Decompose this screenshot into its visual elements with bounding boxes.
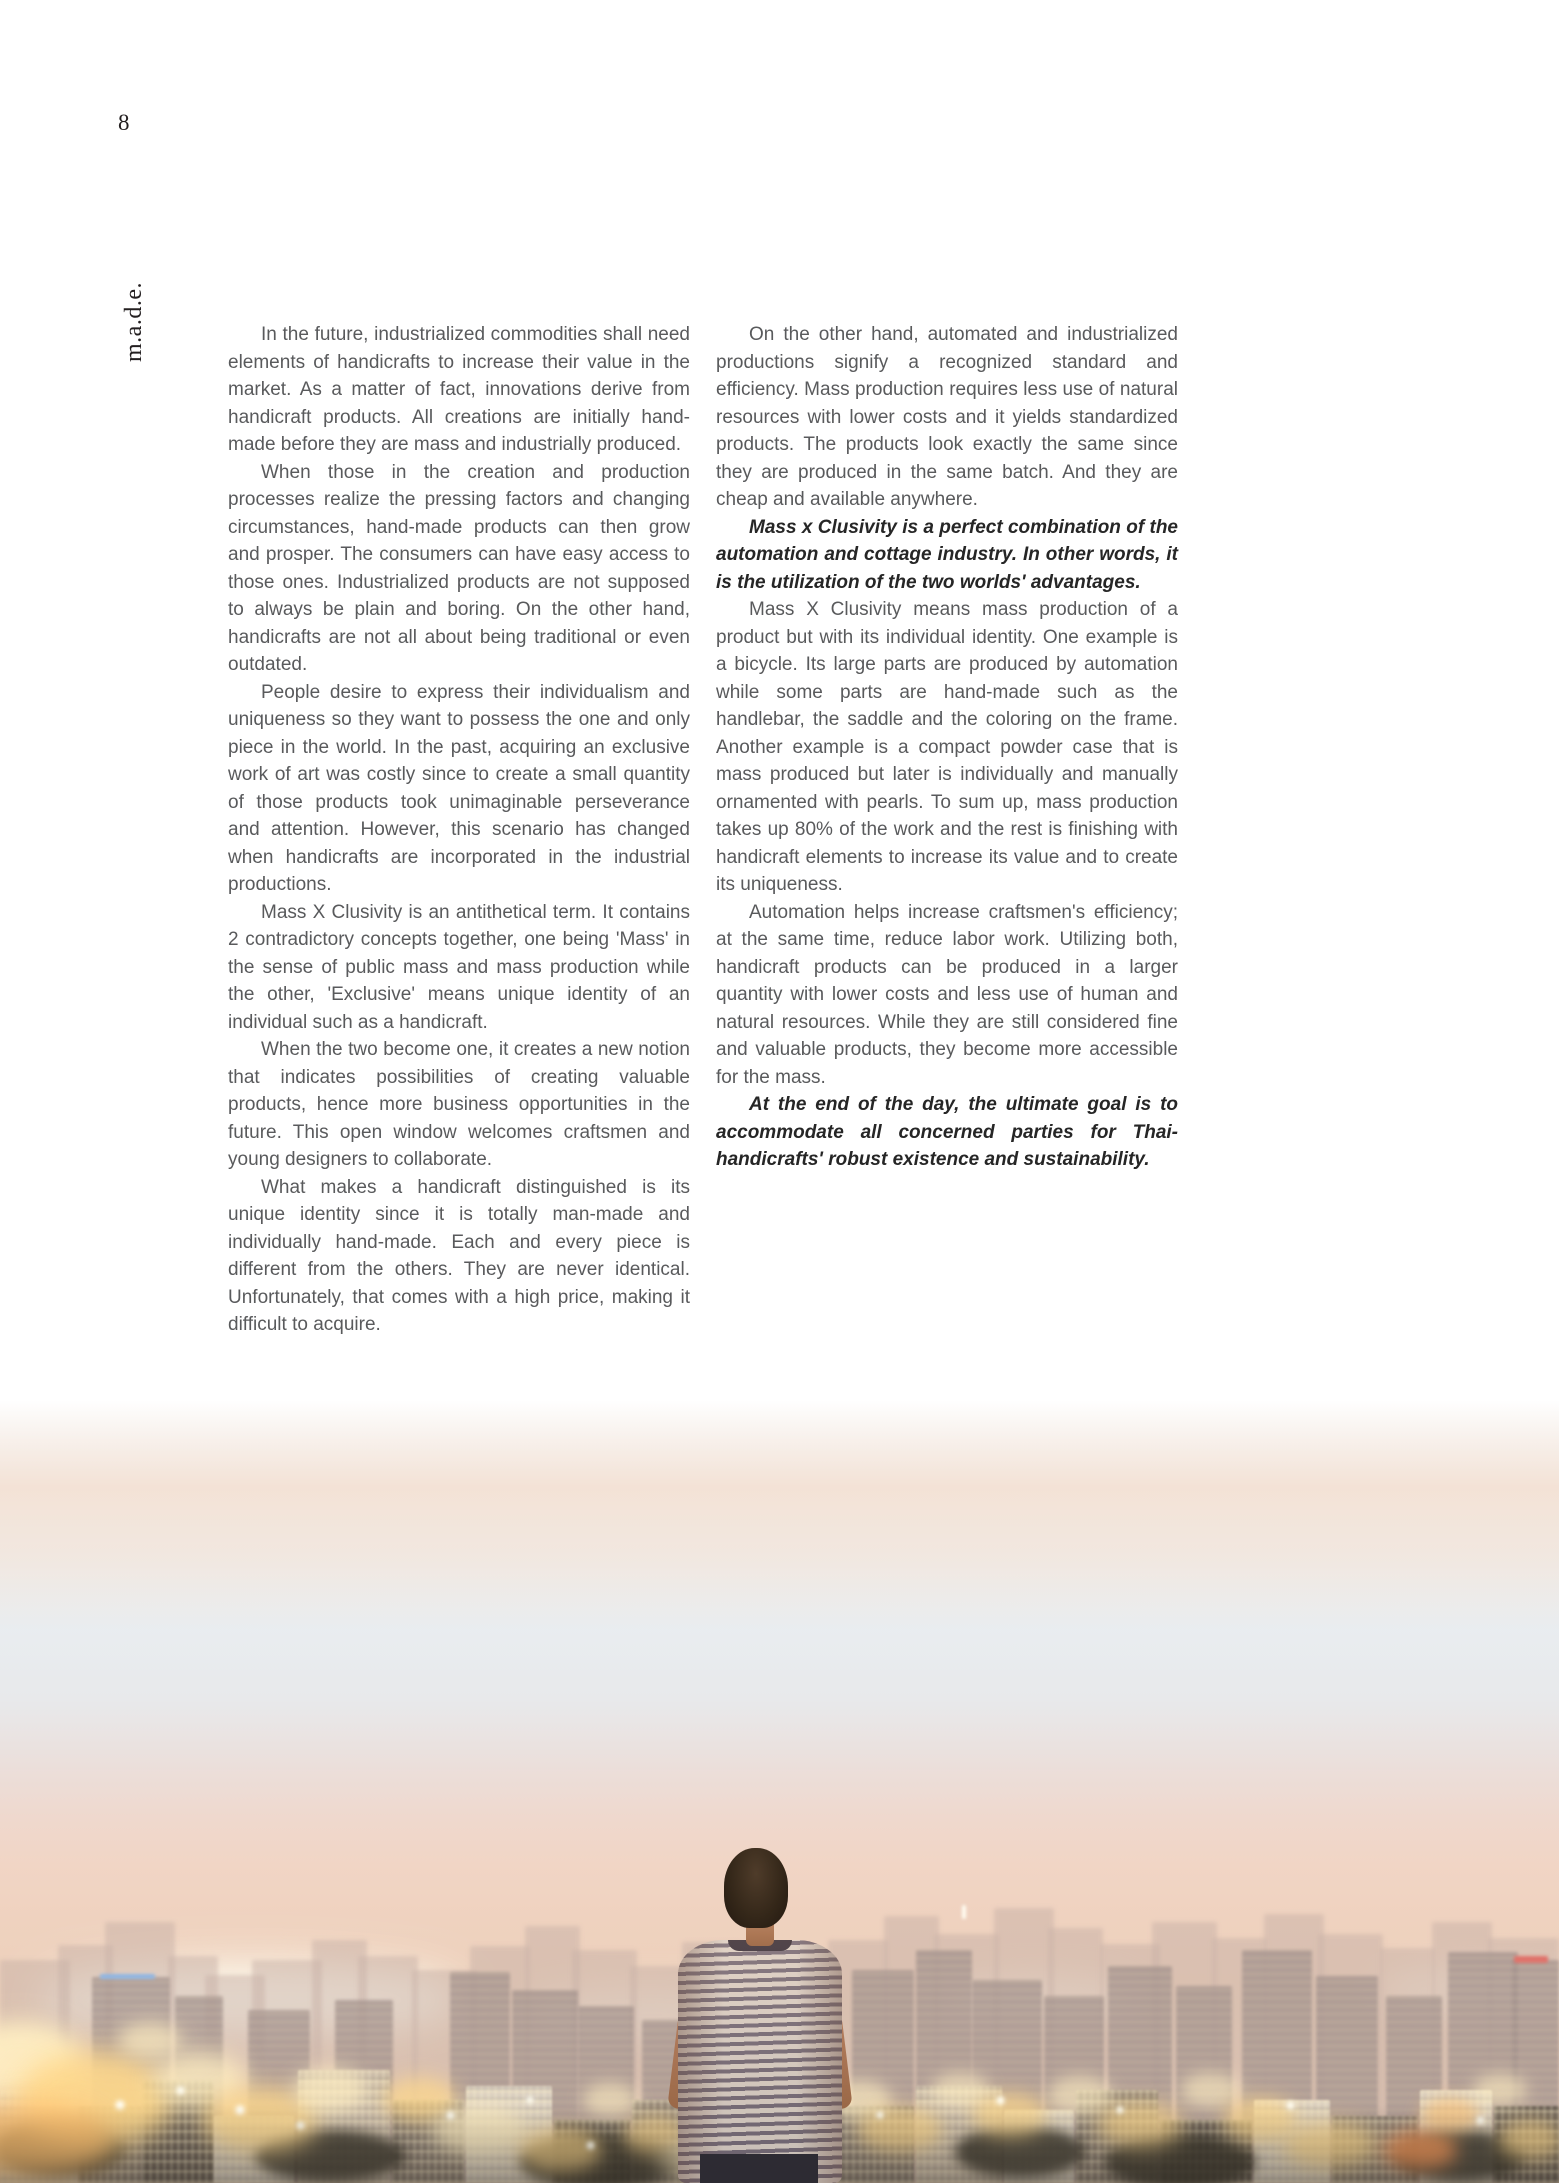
- cityscape-photo: [0, 1400, 1559, 2183]
- paragraph: Mass X Clusivity is an antithetical term. It contains 2 contradictory concepts together, one being 'Mass' in the sense of public mass and mass production while the other, 'Exclusive' means unique identity of an individual such as a handicraft.: [228, 901, 690, 1033]
- paragraph: Mass X Clusivity means mass production of a product but with its individual identity. One example is a bicycle. Its large parts are produced by automation while some parts are hand-made such as the handlebar, the saddle and the coloring on the frame. Another example is a compact powder case that is mass produced but later is individually and manually ornamented with pearls. To sum up, mass production takes up 80% of the work and the rest is finishing with handicraft elements to increase its value and to create its uniqueness.: [716, 599, 1178, 895]
- magazine-side-label: m.a.d.e.: [121, 282, 147, 362]
- page-number: 8: [118, 110, 130, 135]
- article-column-right: [716, 321, 1178, 1174]
- person-head: [724, 1848, 788, 1928]
- person-striped-shirt: [678, 1940, 842, 2183]
- pull-quote: At the end of the day, the ultimate goal is to accommodate all concerned parties for Thai-handicrafts' robust existence and sustainability.: [716, 1094, 1178, 1170]
- article-column-left: [228, 321, 690, 1339]
- paragraph: When those in the creation and production processes realize the pressing factors and changing circumstances, hand-made products can then grow and prosper. The consumers can have easy access to those ones. Industrialized products are not supposed to always be plain and boring. On the other hand, handicrafts are not all about being traditional or even outdated.: [228, 461, 690, 675]
- person-pants: [700, 2154, 818, 2183]
- pull-quote: Mass x Clusivity is a perfect combination of the automation and cottage industry. In other words, it is the utilization of the two worlds' advantages.: [716, 516, 1178, 593]
- paragraph: In the future, industrialized commodities shall need elements of handicrafts to increase their value in the market. As a matter of fact, innovations derive from handicraft products. All creations are initially hand-made before they are mass and industrially produced.: [228, 324, 690, 455]
- paragraph: What makes a handicraft distinguished is its unique identity since it is totally man-made and individually hand-made. Each and every piece is different from the others. They are never identical. Unfortunately, that comes with a high price, making it difficult to acquire.: [228, 1176, 690, 1335]
- paragraph: Automation helps increase craftsmen's efficiency; at the same time, reduce labor work. Utilizing both, handicraft products can be produced in a larger quantity with lower costs and less use of human and natural resources. While they are still considered fine and valuable products, they become more accessible for the mass.: [716, 901, 1178, 1088]
- paragraph: When the two become one, it creates a new notion that indicates possibilities of creating valuable products, hence more business opportunities in the future. This open window welcomes craftsmen and young designers to collaborate.: [228, 1039, 690, 1170]
- paragraph: On the other hand, automated and industrialized productions signify a recognized standard and efficiency. Mass production requires less use of natural resources with lower costs and it yields standardized products. The products look exactly the same since they are produced in the same batch. And they are cheap and available anywhere.: [716, 324, 1178, 510]
- paragraph: People desire to express their individualism and uniqueness so they want to possess the one and only piece in the world. In the past, acquiring an exclusive work of art was costly since to create a small quantity of those products took unimaginable perseverance and attention. However, this scenario has changed when handicrafts are incorporated in the industrial productions.: [228, 681, 690, 895]
- person-overlooking-city: [672, 1848, 848, 2183]
